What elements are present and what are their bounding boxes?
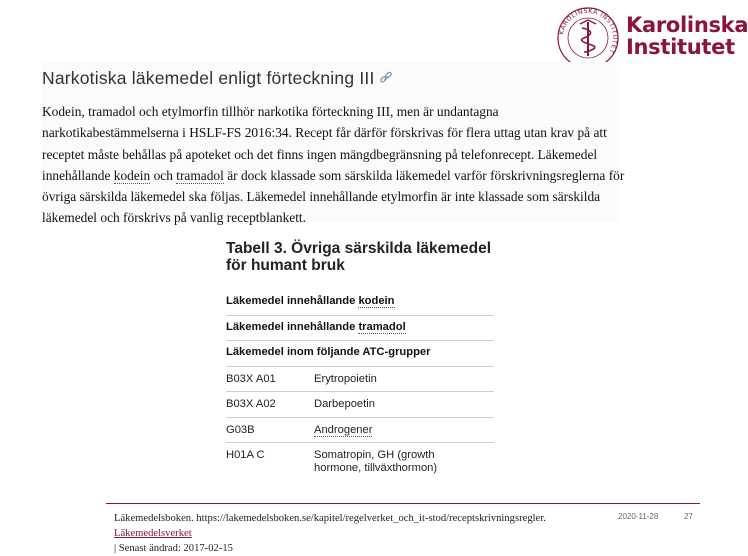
atc-code: B03X A01 [226, 372, 276, 385]
reference-line2 [114, 526, 584, 556]
excerpt-title [42, 68, 393, 89]
table-title [226, 240, 494, 274]
excerpt-line: Kodein, tramadol och etylmorfin tillhör narkotika förteckning III, men är undantagna [42, 104, 499, 119]
drug-name-line2: hormone, tillväxthormon) [314, 462, 438, 474]
table-row [226, 443, 494, 482]
excerpt-line: läkemedel och förskrivs på vanlig receptblankett. [42, 210, 306, 226]
tramadol-term[interactable]: tramadol [176, 167, 224, 183]
table-title-line1: Tabell 3. Övriga särskilda läkemedel [226, 240, 492, 257]
table-title-line2: för humant bruk [226, 257, 345, 274]
logo-line2: Institutet [626, 35, 735, 59]
excerpt-line: receptet måste behållas på apoteket och det finns ingen mängdbegränsning på telefonrecept. Läkemedel [42, 146, 598, 162]
lakemedelsverket-link[interactable]: Läkemedelsverket [114, 528, 192, 539]
header-prefix: Läkemedel innehållande [226, 295, 359, 307]
excerpt-line: narkotikabestämmelserna i HSLF-FS 2016:34. Recept får därför förskrivas för flera uttag utan krav på att [42, 125, 607, 141]
table-header-row [226, 290, 494, 316]
drug-name[interactable]: Androgener [314, 423, 373, 436]
excerpt-line: övriga särskilda läkemedel ska följas. Läkemedel innehållande etylmorfin är inte klassade som särskilda [42, 189, 601, 205]
excerpt-panel [42, 62, 625, 226]
excerpt-body [42, 101, 625, 229]
reference-tail: | Senast ändrad: 2017-02-15 [114, 543, 233, 554]
reference-line1: Läkemedelsboken. https://lakemedelsboken.se/kapitel/regelverket_och_it-stod/receptskrivningsregler. [114, 513, 546, 524]
logo-wordmark [626, 14, 748, 58]
link-icon[interactable] [379, 71, 393, 85]
ki-seal-icon [556, 6, 620, 70]
footer-divider [106, 503, 700, 504]
footer-date: 2020-11-28 [618, 512, 659, 521]
header-prefix: Läkemedel inom följande ATC-grupper [226, 346, 431, 358]
excerpt-title-text: Narkotiska läkemedel enligt förteckning III [42, 68, 375, 88]
header-term-kodein[interactable]: kodein [358, 295, 395, 307]
logo-line1: Karolinska [626, 13, 748, 37]
table-rows [226, 290, 494, 482]
svg-text:KAROLINSKA INSTITUTET: KAROLINSKA INSTITUTET [558, 7, 619, 55]
atc-code: B03X A02 [226, 398, 276, 410]
table-row [226, 418, 494, 444]
drug-name-line1: Somatropin, GH (growth [314, 449, 435, 461]
kodein-term[interactable]: kodein [113, 167, 151, 183]
line4-part: innehållande [42, 167, 114, 183]
table-panel [226, 240, 494, 496]
karolinska-institutet-logo [556, 6, 748, 70]
line4-part: är dock klassade som särskilda läkemedel varför förskrivningsreglerna för [223, 167, 625, 183]
excerpt-line [42, 165, 625, 186]
drug-name: Darbepoetin [314, 398, 375, 410]
table-header-row [226, 316, 494, 342]
footer-reference [114, 511, 584, 556]
atc-code: H01A C [226, 449, 265, 461]
atc-code: G03B [226, 423, 255, 436]
line4-part: och [150, 167, 177, 183]
table-header-row [226, 341, 494, 367]
table-row [226, 392, 494, 418]
header-prefix: Läkemedel innehållande [226, 320, 359, 333]
page-number: 27 [684, 512, 693, 521]
drug-name [314, 449, 494, 482]
header-term-tramadol[interactable]: tramadol [358, 320, 406, 333]
table-row [226, 367, 494, 393]
drug-name: Erytropoietin [314, 372, 377, 385]
